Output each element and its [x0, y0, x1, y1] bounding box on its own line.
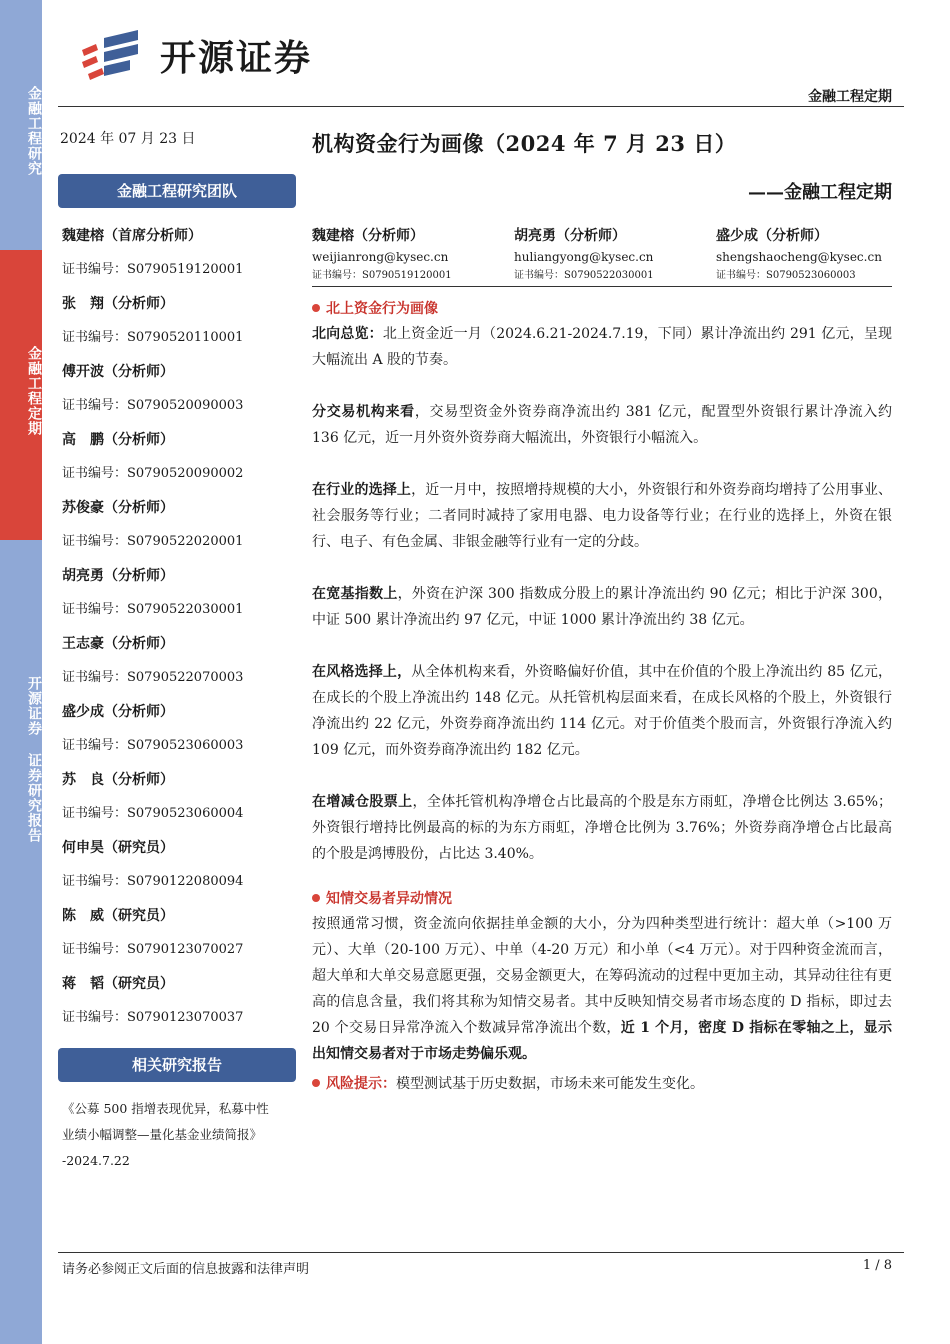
analyst-name: 苏俊豪（分析师） [62, 500, 174, 516]
author-cert: 证书编号：S0790522030001 [514, 270, 654, 281]
analyst-name: 蒋 韬（研究员） [62, 976, 174, 992]
analyst-cert: 证书编号：S0790520110001 [62, 330, 244, 345]
footer-disclaimer: 请务必参阅正文后面的信息披露和法律声明 [62, 1262, 310, 1277]
para-text: ，交易型资金外资券商净流出约 381 亿元，配置型外资银行累计净流入约 136 亿元，近一月外资外资券商大幅流出，外资银行小幅流入。 [312, 404, 892, 446]
analyst-name: 苏 良（分析师） [62, 772, 174, 788]
para-lead: 在行业的选择上 [312, 482, 412, 498]
related-reports-banner: 相关研究报告 [58, 1048, 296, 1082]
related-report-date: -2024.7.22 [62, 1153, 130, 1168]
author-card [716, 226, 892, 283]
header-report-type: 金融工程定期 [808, 89, 892, 105]
analyst-name: 傅开波（分析师） [62, 364, 174, 380]
strip-mid-label: 金融工程定期 [26, 346, 42, 436]
author-card [514, 226, 716, 283]
paragraph-index [312, 581, 892, 633]
strip-bottom-segment [0, 540, 42, 1344]
para-lead: 在宽基指数上 [312, 586, 398, 602]
author-name: 盛少成（分析师） [716, 228, 828, 244]
logo-text: 开源证券 [160, 37, 313, 79]
analyst-cert: 证书编号：S0790522020001 [62, 534, 244, 549]
section-heading-informed-traders [312, 887, 892, 911]
para-text: ，全体托管机构净增仓占比最高的个股是东方雨虹，净增仓比例达 3.65%；外资银行增持比例最高的标的为东方雨虹，净增仓比例为 3.76%；外资券商净增仓占比最高的个股是鸿博股份，占比达 3.40%。 [312, 794, 892, 862]
strip-bottom-label: 开源证券 证券研究报告 [26, 676, 42, 843]
section-heading-text: 北上资金行为画像 [326, 301, 438, 317]
analyst-cert: 证书编号：S0790520090003 [62, 398, 244, 413]
para-text: 从全体机构来看，外资略偏好价值，其中在价值的个股上净流出约 85 亿元，在成长的个股上净流出约 148 亿元。从托管机构层面来看，在成长风格的个股上，外资银行净流出约 22 亿元，外资券商净流出约 114 亿元。对于价值类个股而言，外资银行净流入约 109 亿元，而外资券商净流出约 182 亿元。 [312, 664, 893, 758]
author-cert: 证书编号：S0790523060003 [716, 270, 856, 281]
sidebar [58, 128, 296, 1174]
team-banner: 金融工程研究团队 [58, 174, 296, 208]
related-report-line: 《公募 500 指增表现优异，私募中性 [62, 1101, 269, 1116]
paragraph-institutions [312, 399, 892, 451]
analyst-cert: 证书编号：S0790523060004 [62, 806, 244, 821]
para-lead: 分交易机构来看 [312, 404, 415, 420]
para-lead: 在增减仓股票上 [312, 794, 413, 810]
main-content [312, 128, 892, 1097]
report-date: 2024 年 07 月 23 日 [60, 131, 196, 147]
report-title: 机构资金行为画像（2024 年 7 月 23 日） [312, 131, 737, 156]
paragraph-industry [312, 477, 892, 555]
related-report-link[interactable] [62, 1096, 296, 1174]
para-text: ，近一月中，按照增持规模的大小，外资银行和外资券商均增持了公用事业、社会服务等行业；二者同时减持了家用电器、电力设备等行业；在行业的选择上，外资在银行、电子、有色金属、非银金融等行业有一定的分歧。 [312, 482, 893, 550]
analyst-cert: 证书编号：S0790123070037 [62, 1010, 244, 1025]
analyst-name: 何申昊（研究员） [62, 840, 174, 856]
author-row [312, 226, 892, 287]
risk-warning [312, 1071, 892, 1097]
analyst-cert: 证书编号：S0790522030001 [62, 602, 244, 617]
analyst-cert: 证书编号：S0790122080094 [62, 874, 244, 889]
author-cert: 证书编号：S0790519120001 [312, 270, 452, 281]
header-divider [58, 106, 904, 107]
paragraph-overview [312, 321, 892, 373]
author-email[interactable]: weijianrong@kysec.cn [312, 250, 449, 264]
analyst-name: 王志豪（分析师） [62, 636, 174, 652]
analyst-name: 高 鹏（分析师） [62, 432, 174, 448]
section-heading-northbound [312, 297, 892, 321]
author-email[interactable]: shengshaocheng@kysec.cn [716, 250, 882, 264]
para-lead: 在风格选择上， [312, 664, 412, 680]
company-logo [78, 28, 312, 82]
analyst-name: 魏建榕（首席分析师） [62, 228, 202, 244]
para-text: 北上资金近一月（2024.6.21-2024.7.19，下同）累计净流出约 291 亿元，呈现大幅流出 A 股的节奏。 [312, 326, 892, 368]
paragraph-style [312, 659, 892, 763]
author-email[interactable]: huliangyong@kysec.cn [514, 250, 654, 264]
related-report-line: 业绩小幅调整—量化基金业绩简报》 [62, 1127, 263, 1142]
side-color-strip [0, 0, 42, 1344]
page-number: 1 / 8 [862, 1258, 892, 1273]
report-subtitle: ——金融工程定期 [748, 182, 892, 203]
author-name: 胡亮勇（分析师） [514, 228, 626, 244]
author-card [312, 226, 514, 283]
bullet-icon [312, 894, 320, 902]
author-name: 魏建榕（分析师） [312, 228, 424, 244]
analyst-name: 张 翔（分析师） [62, 296, 174, 312]
analyst-list [58, 226, 296, 1042]
footer-divider [58, 1252, 904, 1253]
analyst-cert: 证书编号：S0790522070003 [62, 670, 244, 685]
analyst-name: 陈 威（研究员） [62, 908, 174, 924]
analyst-cert: 证书编号：S0790123070027 [62, 942, 244, 957]
logo-mark-icon [78, 28, 148, 82]
risk-text: 模型测试基于历史数据，市场未来可能发生变化。 [396, 1076, 704, 1092]
strip-top-label: 金融工程研究 [26, 86, 42, 176]
bullet-icon [312, 304, 320, 312]
paragraph-informed-traders [312, 911, 892, 1067]
para-lead: 北向总览： [312, 326, 383, 342]
section-heading-text: 知情交易者异动情况 [326, 891, 452, 907]
para-text: ，外资在沪深 300 指数成分股上的累计净流出约 90 亿元；相比于沪深 300，中证 500 累计净流出约 97 亿元，中证 1000 累计净流出约 38 亿元。 [312, 586, 893, 628]
bullet-icon [312, 1079, 320, 1087]
analyst-name: 胡亮勇（分析师） [62, 568, 174, 584]
analyst-cert: 证书编号：S0790520090002 [62, 466, 244, 481]
risk-label: 风险提示： [326, 1076, 396, 1092]
analyst-cert: 证书编号：S0790523060003 [62, 738, 244, 753]
analyst-cert: 证书编号：S0790519120001 [62, 262, 244, 277]
para-conclusion: 近 1 个月，密度 D 指标在零轴之上，显示出知情交易者对于市场走势偏乐观。 [312, 1020, 892, 1062]
analyst-name: 盛少成（分析师） [62, 704, 174, 720]
paragraph-holdings [312, 789, 892, 867]
para-text: 按照通常习惯，资金流向依据挂单金额的大小，分为四种类型进行统计：超大单（>100 万元）、大单（20-100 万元）、中单（4-20 万元）和小单（<4 万元）。对于四种资金流而言，超大单和大单交易意愿更强，交易金额更大，在筹码流动的过程中更加主动，其异动往往有更高的信息含量，我们将其称为知情交易者。其中反映知情交易者市场态度的 D 指标，即过去 20 个交易日异常净流入个数减异常净流出个数， [312, 916, 892, 1036]
